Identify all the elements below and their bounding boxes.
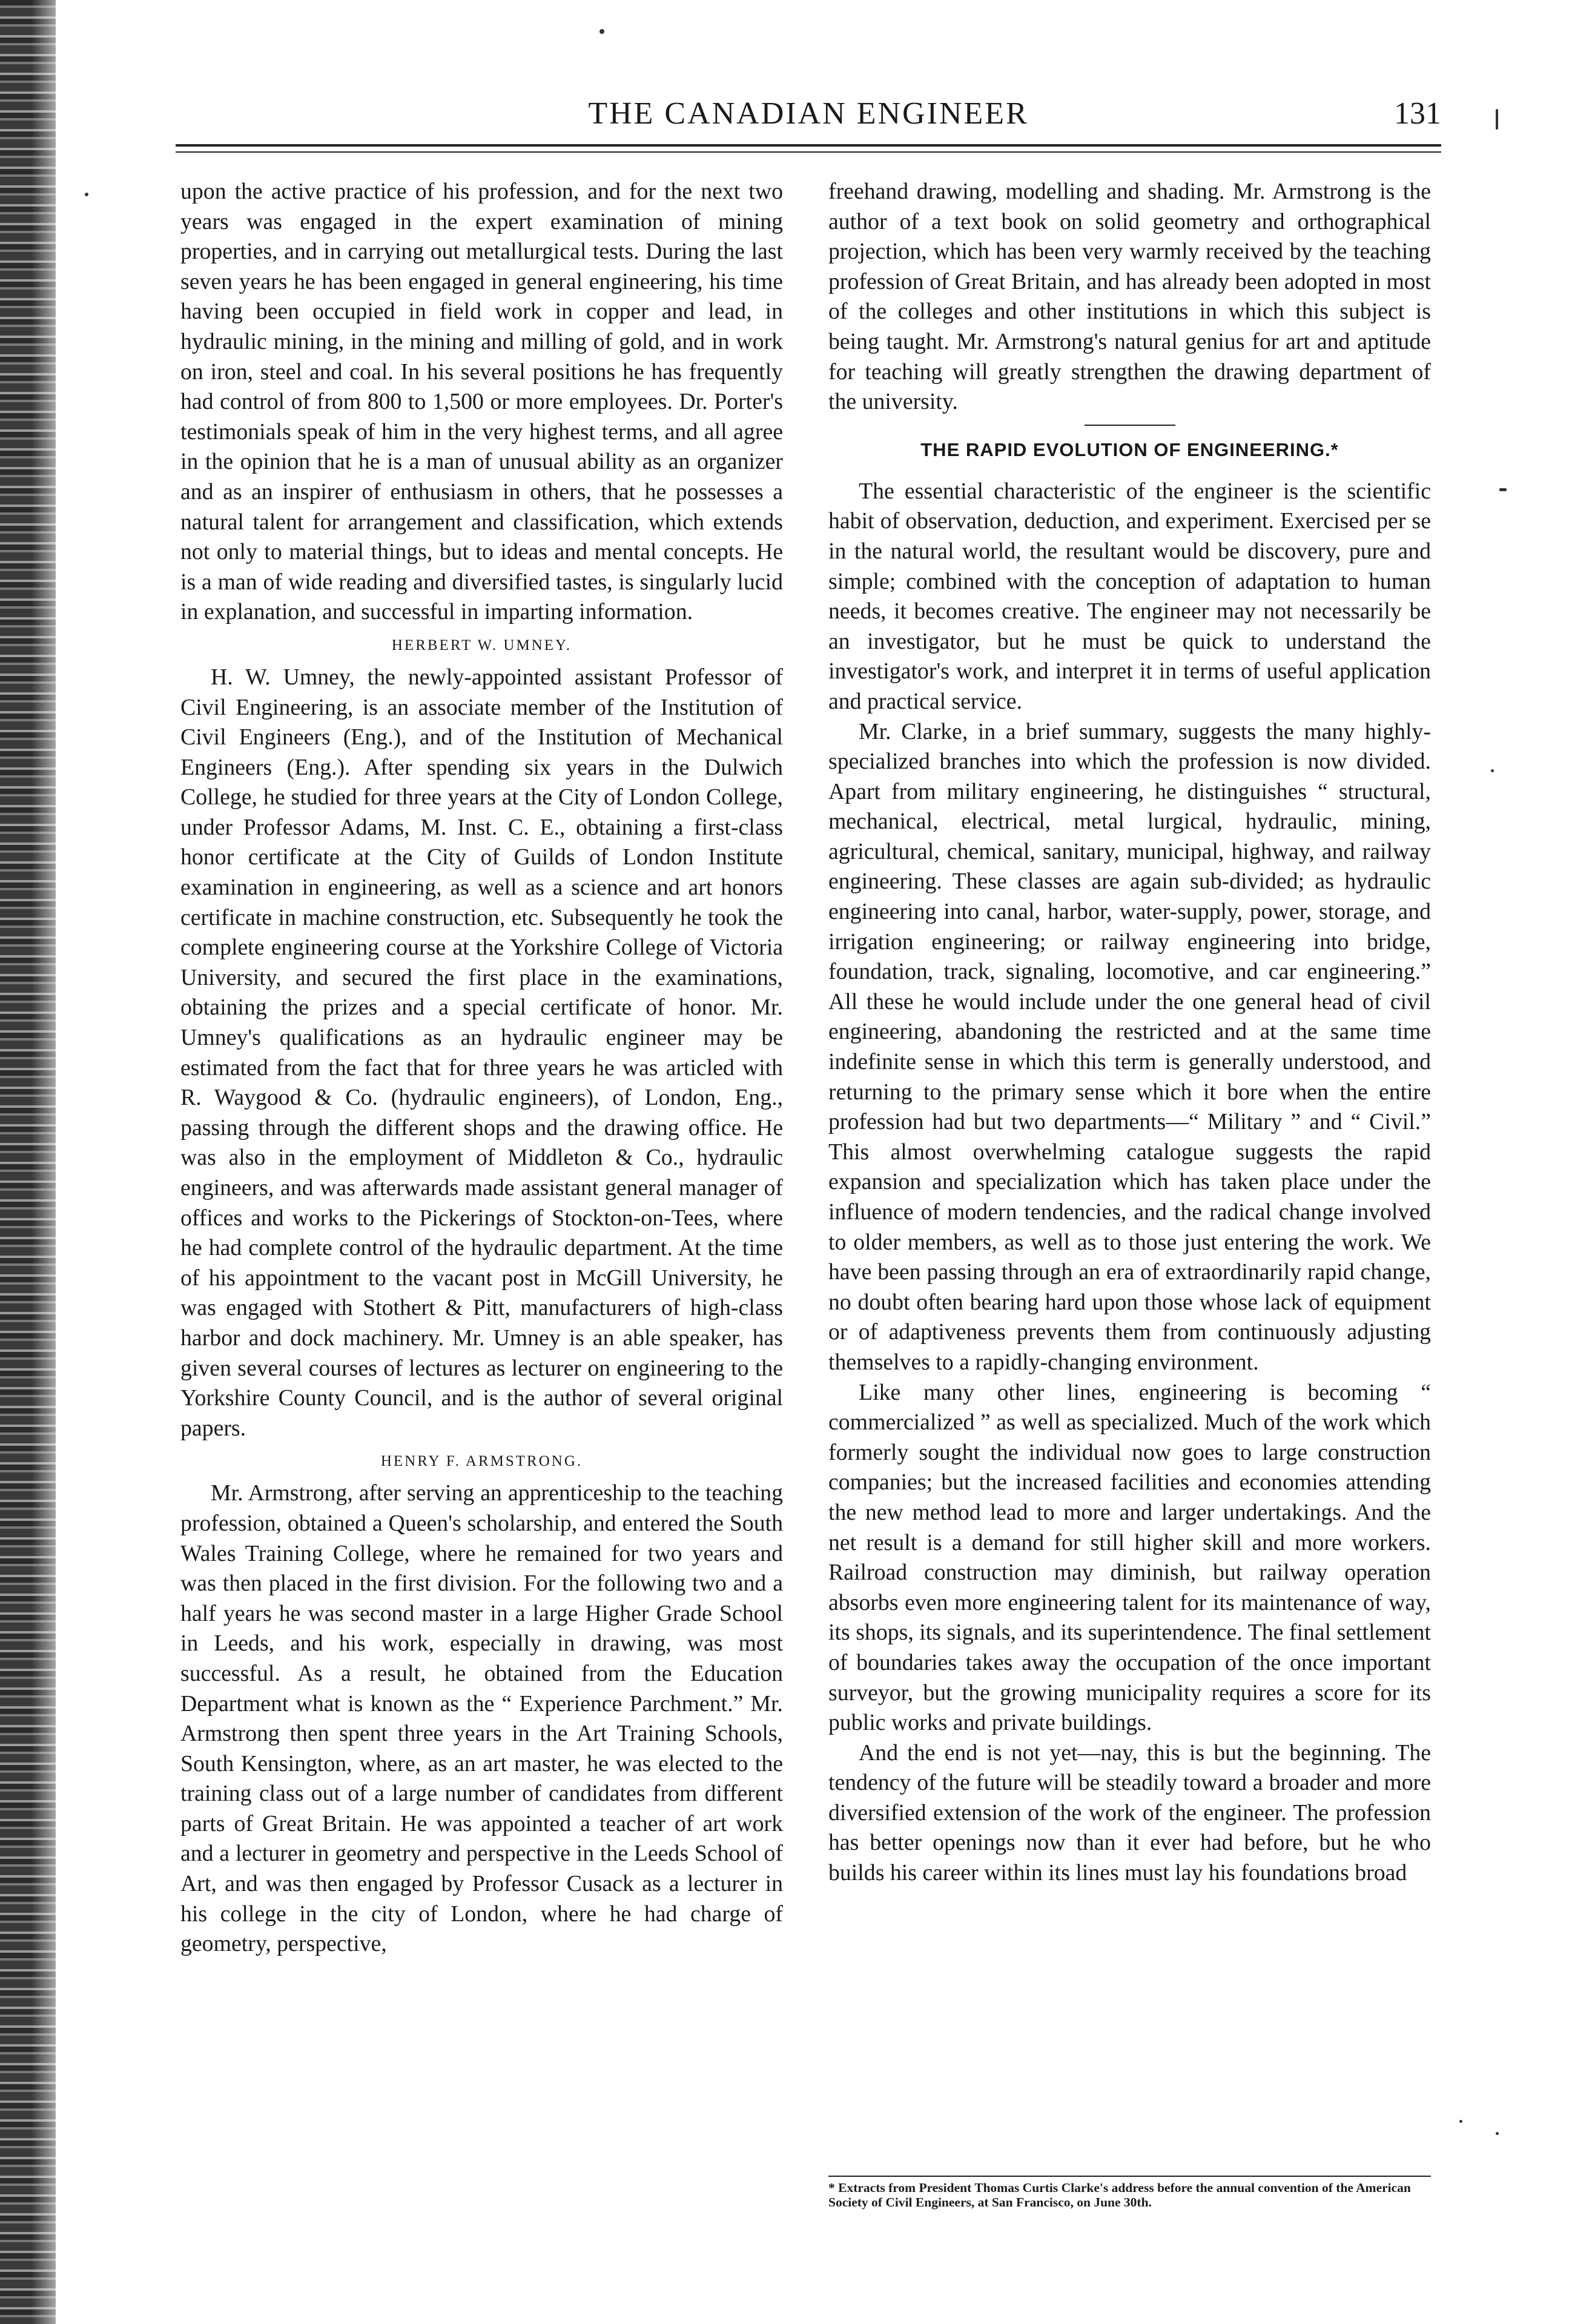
print-speck [1491,769,1494,772]
article-title: THE RAPID EVOLUTION OF ENGINEERING.* [920,439,1339,460]
right-paragraph-2: The essential characteristic of the engineer is the scientific habit of observation, deduction, and experiment. Exercised per se in the natural world, the resultant would be discovery, pure and simple; combined with the conception of adaptation to human needs, it becomes creative. The engineer may not necessarily be an investigator, but he must be quick to understand the investigator's work, and interpret it in terms of useful application and practical service. [828,478,1431,714]
print-speck [1496,109,1498,130]
header-rule [176,144,1441,147]
page-binding-edge [0,0,56,2324]
right-paragraph-4: Like many other lines, engineering is becoming “ commercialized ” as well as specialized. Much of the work which formerly sought the individual now goes to large construction companies; but the increased facilities and economies attending the new method lead to more and larger undertakings. And the net result is a demand for still higher skill and more workers. Railroad construction may diminish, but railway operation absorbs even more engineering talent for its maintenance of way, its shops, its signals, and its superintendence. The final settlement of boundaries takes away the occupation of the once important surveyor, but the growing municipality requires a score for its public works and private buildings. [828,1379,1431,1736]
left-paragraph-2: H. W. Umney, the newly-appointed assistant Professor of Civil Engineering, is an associate member of the Institution of Civil Engineers (Eng.), and of the Institution of Mechanical Engineers (Eng.). After spending six years in the Dulwich College, he studied for three years at the City of London College, under Professor Adams, M. Inst. C. E., obtaining a first-class honor certificate at the City of Guilds of London Institute examination in engineering, as well as a science and art honors certificate in machine construction, etc. Subsequently he took the complete engineering course at the Yorkshire College of Victoria University, and secured the first place in the examinations, obtaining the prizes and a special certificate of honor. Mr. Umney's qualifications as an hydraulic engineer may be estimated from the fact that for three years he was articled with R. Waygood & Co. (hydraulic engineers), of London, Eng., passing through the different shops and the drawing office. He was also in the employment of Middleton & Co., hydraulic engineers, and was afterwards made assistant general manager of offices and works to the Pickerings of Stockton-on-Tees, where he had complete control of the hydraulic department. At the time of his appointment to the vacant post in McGill University, he was engaged with Stothert & Pitt, manufacturers of high-class harbor and dock machinery. Mr. Umney is an able speaker, has given several courses of lectures as lecturer on engineering to the Yorkshire County Council, and is the author of several original papers. [180,664,783,1441]
section-heading-umney: HERBERT W. UMNEY. [391,637,572,654]
left-column [180,177,783,2194]
right-paragraph-3: Mr. Clarke, in a brief summary, suggests the many highly-specialized branches into which the profession is now divided. Apart from military engineering, he distinguishes “ structural, mechanical, electrical, metal lurgical, hydraulic, mining, agricultural, chemical, sanitary, municipal, highway, and railway engineering. These classes are again sub-divided; as hydraulic engineering into canal, harbor, water-supply, power, storage, and irrigation engineering; or railway engineering into bridge, foundation, track, signaling, locomotive, and car engineering.” All these he would include under the one general head of civil engineering, abandoning the restricted and at the same time indefinite sense in which this term is generally understood, and returning to the primary sense which it bore when the entire profession had but two departments—“ Military ” and “ Civil.” This almost overwhelming catalogue suggests the rapid expansion and specialization which has taken place under the influence of modern tendencies, and the radical change involved to older members, as well as to those just entering the work. We have been passing through an era of extraordinarily rapid change, no doubt often bearing hard upon those whose lack of equipment or of adaptiveness prevents them from continuously adjusting themselves to a rapidly-changing environment. [828,718,1431,1375]
page-header [176,96,1441,138]
page-number: 131 [1394,96,1441,131]
section-divider [1085,425,1175,426]
running-head: THE CANADIAN ENGINEER [588,96,1029,131]
print-speck [1459,2120,1462,2123]
section-heading-armstrong: HENRY F. ARMSTRONG. [380,1453,583,1470]
left-paragraph-1: upon the active practice of his profession, and for the next two years was engaged in the expert examination of mining properties, and in carrying out metallurgical tests. During the last seven years he has been engaged in general engineering, his time having been occupied in field work in copper and lead, in hydraulic mining, in the mining and milling of gold, and in work on iron, steel and coal. In his several positions he has frequently had control of from 800 to 1,500 or more employees. Dr. Porter's testimonials speak of him in the very highest terms, and all agree in the opinion that he is a man of unusual ability as an organizer and as an inspirer of enthusiasm in others, that he possesses a natural talent for arrangement and classification, which extends not only to material things, but to ideas and mental concepts. He is a man of wide reading and diversified tastes, is singularly lucid in explanation, and successful in imparting information. [180,179,783,625]
left-paragraph-3: Mr. Armstrong, after serving an apprenticeship to the teaching profession, obtained a Queen's scholarship, and entered the South Wales Training College, where he remained for two years and was then placed in the first division. For the following two and a half years he was second master in a large Higher Grade School in Leeds, and his work, especially in drawing, was most successful. As a result, he obtained from the Education Department what is known as the “ Experience Parchment.” Mr. Armstrong then spent three years in the Art Training Schools, South Kensington, where, as an art master, he was elected to the training class out of a large number of candidates from different parts of Great Britain. He was appointed a teacher of art work and a lecturer in geometry and perspective in the Leeds School of Art, and was then engaged by Professor Cusack as a lecturer in his college in the city of London, where he had charge of geometry, perspective, [180,1480,783,1957]
footnote: * Extracts from President Thomas Curtis Clarke's address before the annual convention of the American Society of Civil Engineers, at San Francisco, on June 30th. [828,2180,1411,2210]
print-speck [599,29,604,34]
right-paragraph-5: And the end is not yet—nay, this is but the beginning. The tendency of the future will be steadily toward a broader and more diversified extension of the work of the engineer. The profession has better openings now than it ever had before, but he who builds his career within its lines must lay his foundations broad [828,1740,1431,1886]
print-speck [1499,488,1507,491]
print-speck [85,193,88,196]
footnote-rule [828,2176,1431,2177]
right-paragraph-1: freehand drawing, modelling and shading. Mr. Armstrong is the author of a text book on solid geometry and orthographical projection, which has been very warmly received by the teaching profession of Great Britain, and has already been adopted in most of the colleges and other institutions in which this subject is being taught. Mr. Armstrong's natural genius for art and aptitude for teaching will greatly strengthen the drawing department of the university. [828,179,1431,415]
right-column [828,177,1431,2170]
print-speck [1496,2132,1499,2135]
header-rule-thin [176,151,1441,153]
